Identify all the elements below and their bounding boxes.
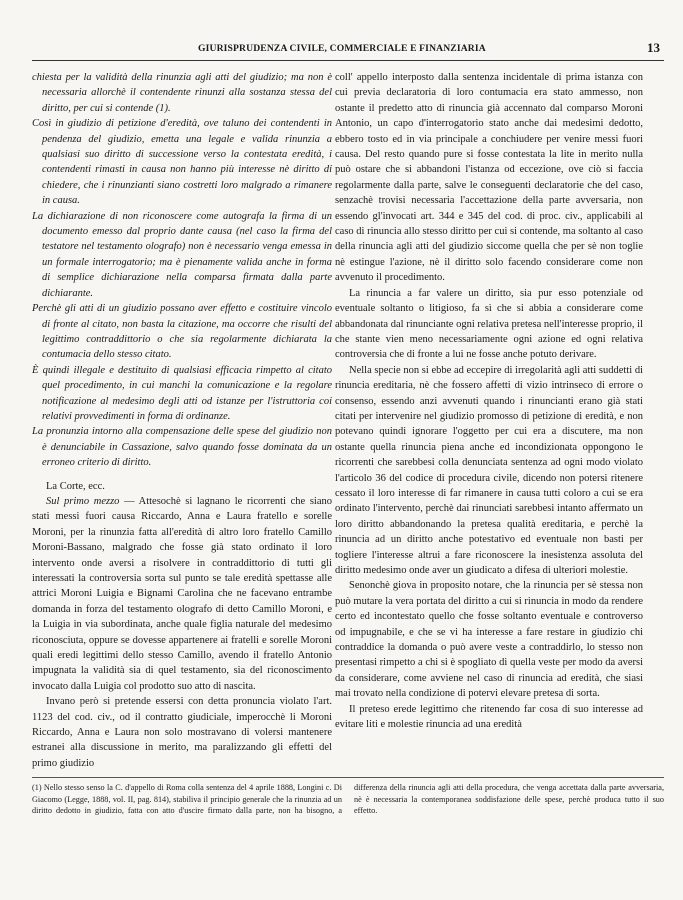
- running-header: [32, 40, 664, 61]
- body-paragraph: Il preteso erede legittimo che ritenendo far cosa di suo interesse ad evitare liti e molestie rinuncia ad una eredità: [335, 703, 643, 731]
- footnote: (1) Nello stesso senso la C. d'appello di Roma colla sentenza del 4 aprile 1888, Longini c. Di Giacomo (Legge, 1888, vol. II, pag. 814), stabiliva il principio generale che la rinunzia ad un diritto dedotto in giudizio, fatta con atto d'uscire firmato dalla parte, non ha bisogno, a differenza della rinuncia agli atti della procedura, che venga accettata dalla parte avversaria, nè è necessaria la contemporanea soddisfazione delle spese, perchè produca tutto il suo effetto.: [32, 783, 664, 816]
- footnote-divider: [32, 777, 664, 778]
- body-paragraph: coll' appello interposto dalla sentenza incidentale di prima istanza con cui previa declaratoria di loro contumacia era stato ammesso, non ostante il predetto atto di rinuncia già accennato dal comparso Moroni Antonio, un capo d'interrogatorio stato anche dai medesimi dedotto, ebbero tosto ed in via principale a conchiudere per venire messi fuori causa. Del resto quando pure si fosse contestata la lite in merito nulla può ostare che si abbandoni l'istanza od eccezione, ove ciò si faccia regolarmente dalla parte, salve le conseguenti declaratorie che del caso, senzachè trovisi necessaria l'accettazione della parte avversaria, non essendo gl'invocati art. 344 e 345 del cod. di proc. civ., applicabili al caso di rinuncia allo stesso diritto per cui si contende, ma soltanto al caso della rinuncia agli atti del giudizio siccome quella che per sè non toglie nè estingue l'azione, nè il diritto solo facendo considerare come non avvenuto il procedimento.: [335, 72, 643, 284]
- maxim-paragraph: chiesta per la validità della rinunzia agli atti del giudizio; ma non è necessaria allorchè il contendente rinunzi alla sostanza stessa del diritto, per cui si contende (1).: [32, 72, 332, 114]
- body-paragraph: La rinuncia a far valere un diritto, sia pur esso potenziale od eventuale soltanto o litigioso, fa sì che si abbia a considerare come abbandonata dal rinunciante ogni relativa pretesa nell'interesse proprio, il che stante vien meno necessariamente ogni azione ed ogni relativa controversia che di fronte a lui ne fosse anche potuto derivare.: [335, 287, 643, 361]
- running-head-title: GIURISPRUDENZA CIVILE, COMMERCIALE E FINANZIARIA: [198, 43, 486, 54]
- right-column: [335, 70, 643, 732]
- maxim-paragraph: La dichiarazione di non riconoscere come autografa la firma di un documento emesso dal proprio dante causa (nel caso la firma del testatore nel testamento olografo) non è necessario venga emessa in un formale interrogatorio; ma è pienamente valida anche in forma di semplice dichiarazione nella comparsa firmata dalla parte dichiarante.: [32, 210, 332, 299]
- maxim-paragraph: Perchè gli atti di un giudizio possano aver effetto e costituire vincolo di fronte al citato, non basta la citazione, ma occorre che risulti del legittimo contraddittorio o che sia regolarmente dichiarata la contumacia dello stesso citato.: [32, 303, 332, 361]
- court-line: La Corte, ecc.: [46, 480, 105, 492]
- maxim-paragraph: La pronunzia intorno alla compensazione delle spese del giudizio non è denunciabile in Cassazione, salvo quando fosse dominata da un erroneo criterio di diritto.: [32, 426, 332, 469]
- body-paragraph: Nella specie non si ebbe ad eccepire di irregolarità agli atti suddetti di rinuncia ereditaria, nè che fossero affetti di vizio intrinseco di errore o consenso, essendo anzi avvenuti quando i rinuncianti erano già stati citati per intervenire nel giudizio promosso di petizione di eredità, e non potevano quindi ignorare l'oggetto per cui era a discutere, ma non ostante quella rinuncia piena anche ed incondizionata oppongono le ricorrenti che sarebbesi colla denunciata sentenza ad ogni modo violato l'articolo 36 del codice di procedura civile, dicendo non potersi ritenere cessato il loro interesse di far rimanere in causa tutti coloro a cui se era ordinato l'intervento, perchè dai rinunciati sarebbesi intanto affermato un loro diritto abbandonando la pretesa qualità ereditaria, e perchè la rinuncia ad un diritto anche potestativo ed eventuale non basti per togliere l'interesse altrui a fare riconoscere la inesistenza assoluta del diritto medesimo onde aver un giudicato a difesa di ulteriori molestie.: [335, 364, 643, 576]
- body-paragraph: Senonchè giova in proposito notare, che la rinuncia per sè stessa non può mutare la vera portata del diritto a cui si rinuncia in modo da rendere certo ed incontestato quello che fosse soltanto eventuale e controverso od impugnabile, e che se vi ha interesse a fare restare in giudizio chi contraddice la domanda o può avere veste a contraddirlo, lo stesso non presentasi rimpetto a chi si è spogliato di quella veste per modo da aversi da considerare, come avviene nel caso di rinuncia ad eredità, che siasi mai trovato nella condizione di potervi elevare pretesa di sorta.: [335, 580, 643, 700]
- maxim-paragraph: Così in giudizio di petizione d'eredità, ove taluno dei contendenti in pendenza del giudizio, emetta una legale e valida rinunzia a qualsiasi suo diritto di successione verso la contestata eredità, i contendenti rimasti in causa non hanno più interesse nè diritto di chiedere, che i rinunzianti siano costretti loro malgrado a rimanere in causa.: [32, 118, 332, 207]
- maxim-paragraph: È quindi illegale e destituito di qualsiasi efficacia rimpetto al citato quel procedimento, in cui manchi la comunicazione e la regolare notificazione al medesimo degli atti od istanze per l'istruttoria coi relativi provvedimenti in forma di ordinanze.: [32, 364, 332, 422]
- page-number: 13: [647, 40, 660, 55]
- body-paragraph: Invano però si pretende essersi con detta pronuncia violato l'art. 1123 del cod. civ., od il contratto giudiciale, imperocchè li Moroni Riccardo, Anna e Laura non solo mostravano di volersi mantenere estranei alla discussione in merito, ma paralizzando gli effetti del primo giudizio: [32, 696, 332, 769]
- left-column: [32, 70, 332, 771]
- first-motive-paragraph: [32, 494, 332, 694]
- maxims-block: [32, 70, 332, 471]
- first-motive-label: Sul primo mezzo: [46, 495, 120, 507]
- body-text: — Attesochè si lagnano le ricorrenti che siano stati messi fuori causa Riccardo, Anna e Laura fratello e sorelle Moroni, per la rinunzia fatta all'eredità di altro loro fratello Camillo Moroni-Bassano, malgrado che fosse già stato ordinato il loro intervento onde aversi a risolvere in contraddittorio di tutti gli interessati la controversia sorta sul punto se tale eredità spettasse alle attrici Moroni Luigia e Bignami Carolina che ne facevano entrambe domanda in forza del testamento olografo di detto Camillo Moroni, e la Luigia in via subordinata, anche quale figlia naturale del medesimo riconosciuta, oppure se dovesse appartenere ai fratelli e sorelle Moroni quali eredi legittimi dello stesso Camillo, avendo il fratello Antonio impugnata la validità sia di quel testamento, sia del riconoscimento invocato dalla Luigia col prodotto suo atto di nascita.: [32, 495, 333, 692]
